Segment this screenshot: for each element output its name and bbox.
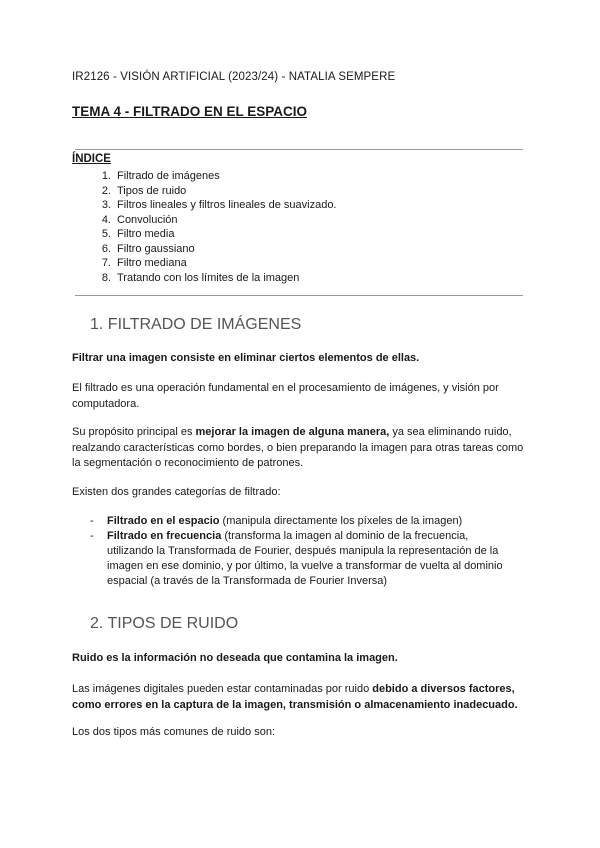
toc-item-number: 7. — [101, 257, 111, 269]
toc-item-text: Convolución — [117, 213, 178, 226]
toc-item — [101, 169, 337, 184]
section-heading-filtrado: 1. FILTRADO DE IMÁGENES — [90, 316, 302, 333]
list-item — [90, 529, 510, 589]
section1-paragraph-purpose — [72, 425, 532, 472]
bullet-text: (manipula directamente los píxeles de la imagen) — [219, 515, 463, 527]
section1-paragraph-definition: Filtrar una imagen consiste en eliminar ciertos elementos de ellas. — [72, 352, 420, 364]
section1-paragraph-categories: Existen dos grandes categorías de filtrado: — [72, 486, 281, 498]
toc-item — [101, 242, 337, 257]
table-of-contents — [101, 169, 337, 285]
section-heading-ruido: 2. TIPOS DE RUIDO — [90, 615, 239, 632]
causes-text-start: Las imágenes digitales pueden estar contaminadas por ruido — [72, 683, 373, 695]
purpose-text-bold: mejorar la imagen de alguna manera, — [195, 426, 390, 438]
section2-paragraph-types: Los dos tipos más comunes de ruido son: — [72, 726, 276, 738]
bullet-dash: - — [90, 515, 94, 527]
toc-item-number: 8. — [101, 271, 111, 284]
document-title: TEMA 4 - FILTRADO EN EL ESPACIO — [72, 104, 308, 119]
toc-item-number: 1. — [101, 170, 111, 182]
toc-item-number: 4. — [101, 213, 111, 226]
toc-item-number: 3. — [101, 199, 111, 211]
document-header: IR2126 - VISIÓN ARTIFICIAL (2023/24) - NATALIA SEMPERE — [72, 71, 396, 83]
bullet-bold: Filtrado en frecuencia — [107, 530, 222, 542]
toc-item-text: Filtros lineales y filtros lineales de suavizado. — [117, 199, 337, 211]
toc-item-text: Filtro mediana — [117, 257, 187, 269]
section2-paragraph-causes — [72, 682, 532, 713]
divider-top — [75, 149, 523, 150]
toc-item — [101, 213, 337, 228]
toc-item-text: Filtrado de imágenes — [117, 170, 220, 182]
toc-item — [101, 227, 337, 242]
section1-paragraph-operation: El filtrado es una operación fundamental en el procesamiento de imágenes, y visión por computadora. — [72, 382, 499, 410]
toc-item — [101, 256, 337, 271]
toc-item-text: Tratando con los límites de la imagen — [117, 271, 300, 284]
bullet-bold: Filtrado en el espacio — [107, 515, 220, 527]
purpose-text-start: Su propósito principal es — [72, 426, 196, 438]
toc-item — [101, 271, 337, 286]
toc-item-text: Tipos de ruido — [117, 184, 187, 197]
divider-bottom — [75, 295, 523, 296]
bullet-dash: - — [90, 530, 94, 542]
filter-categories-list — [90, 514, 510, 589]
toc-item-number: 5. — [101, 228, 111, 240]
toc-item-text: Filtro media — [117, 228, 175, 240]
bullet-text: (transforma la imagen al dominio de la frecuencia, utilizando la Transformada de Fourier, después manipula la representación de la imagen en ese dominio, y por último, la vuelve a transformar de vuelta al dominio espacial (a través de la Transformada de Fourier Inversa) — [107, 530, 503, 587]
toc-item-number: 2. — [101, 184, 111, 197]
toc-item — [101, 184, 337, 199]
section2-paragraph-definition: Ruido es la información no deseada que contamina la imagen. — [72, 652, 398, 664]
causes-text-bold: debido a diversos factores, como errores en la captura de la imagen, transmisión o almacenamiento inadecuado. — [72, 683, 518, 711]
list-item — [90, 514, 510, 529]
toc-item-text: Filtro gaussiano — [117, 242, 195, 255]
toc-item — [101, 198, 337, 213]
toc-item-number: 6. — [101, 242, 111, 255]
purpose-text-end: ya sea eliminando ruido, realzando características como bordes, o bien preparando la imagen para otras tareas como la segmentación o reconocimiento de patrones. — [72, 426, 524, 469]
index-label: ÍNDICE — [72, 153, 111, 165]
